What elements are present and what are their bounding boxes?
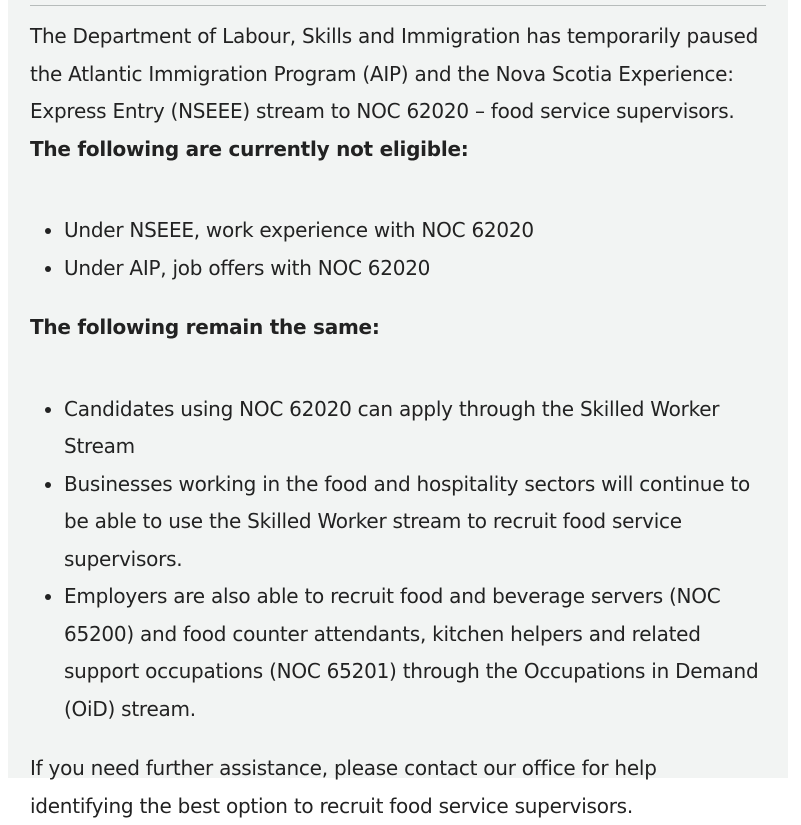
remain-list (30, 391, 766, 729)
not-eligible-heading: The following are currently not eligible: (30, 136, 469, 161)
not-eligible-list (30, 212, 766, 287)
top-divider (30, 5, 766, 6)
closing-paragraph: If you need further assistance, please contact our office for help identifying the best option to recruit food service supervisors. (30, 756, 657, 818)
intro-paragraph (30, 18, 766, 168)
list-item: • Under AIP, job offers with NOC 62020 (64, 250, 766, 288)
notice-content (30, 18, 766, 825)
intro-text: The Department of Labour, Skills and Immigration has temporarily paused the Atlantic Immigration Program (AIP) and the Nova Scotia Experience: Express Entry (NSEEE) stream to NOC 62020 – food service supervisors. (30, 24, 759, 123)
remain-heading: The following remain the same: (30, 315, 380, 339)
notice-panel (8, 0, 788, 818)
list-item: • Businesses working in the food and hospitality sectors will continue to be able to use the Skilled Worker stream to recruit food service supervisors. (64, 466, 766, 579)
list-item: • Under NSEEE, work experience with NOC 62020 (64, 212, 766, 250)
list-item: • Employers are also able to recruit food and beverage servers (NOC 65200) and food counter attendants, kitchen helpers and related support occupations (NOC 65201) through the Occupations in Demand (OiD) stream. (64, 578, 766, 728)
list-item: • Candidates using NOC 62020 can apply through the Skilled Worker Stream (64, 391, 766, 466)
